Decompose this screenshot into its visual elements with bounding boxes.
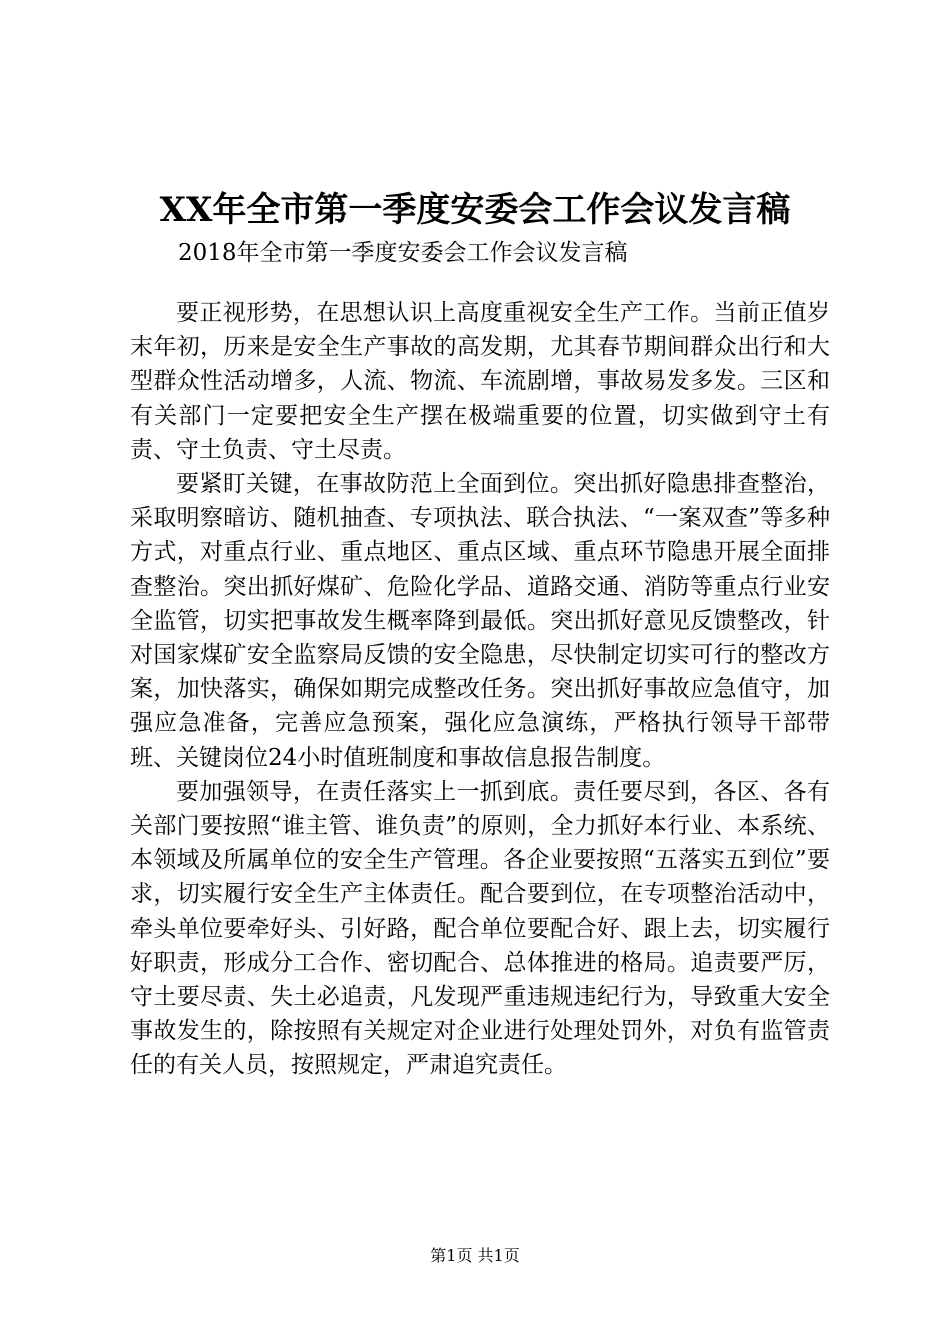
body-paragraph: 要正视形势，在思想认识上高度重视安全生产工作。当前正值岁末年初，历来是安全生产事故的高发期，尤其春节期间群众出行和大型群众性活动增多，人流、物流、车流剧增，事故易发多发。三区和有关部门一定要把安全生产摆在极端重要的位置，切实做到守土有责、守土负责、守土尽责。 (130, 300, 830, 463)
document-body (130, 296, 830, 1083)
page-number: 第1页 共1页 (430, 1246, 520, 1265)
document-subtitle: 2018年全市第一季度安委会工作会议发言稿 (178, 240, 628, 266)
body-paragraph: 要紧盯关键，在事故防范上全面到位。突出抓好隐患排查整治，采取明察暗访、随机抽查、专项执法、联合执法、“一案双查”等多种方式，对重点行业、重点地区、重点区域、重点环节隐患开展全面排查整治。突出抓好煤矿、危险化学品、道路交通、消防等重点行业安全监管，切实把事故发生概率降到最低。突出抓好意见反馈整改，针对国家煤矿安全监察局反馈的安全隐患，尽快制定切实可行的整改方案，加快落实，确保如期完成整改任务。突出抓好事故应急值守，加强应急准备，完善应急预案，强化应急演练，严格执行领导干部带班、关键岗位24小时值班制度和事故信息报告制度。 (130, 471, 830, 771)
body-paragraph: 要加强领导，在责任落实上一抓到底。责任要尽到，各区、各有关部门要按照“谁主管、谁负责”的原则，全力抓好本行业、本系统、本领域及所属单位的安全生产管理。各企业要按照“五落实五到位”要求，切实履行安全生产主体责任。配合要到位，在专项整治活动中，牵头单位要牵好头、引好路，配合单位要配合好、跟上去，切实履行好职责，形成分工合作、密切配合、总体推进的格局。追责要严厉，守土要尽责、失土必追责，凡发现严重违规违纪行为，导致重大安全事故发生的，除按照有关规定对企业进行处理处罚外，对负有监管责任的有关人员，按照规定，严肃追究责任。 (130, 778, 830, 1079)
page-title: XX年全市第一季度安委会工作会议发言稿 (159, 190, 791, 230)
